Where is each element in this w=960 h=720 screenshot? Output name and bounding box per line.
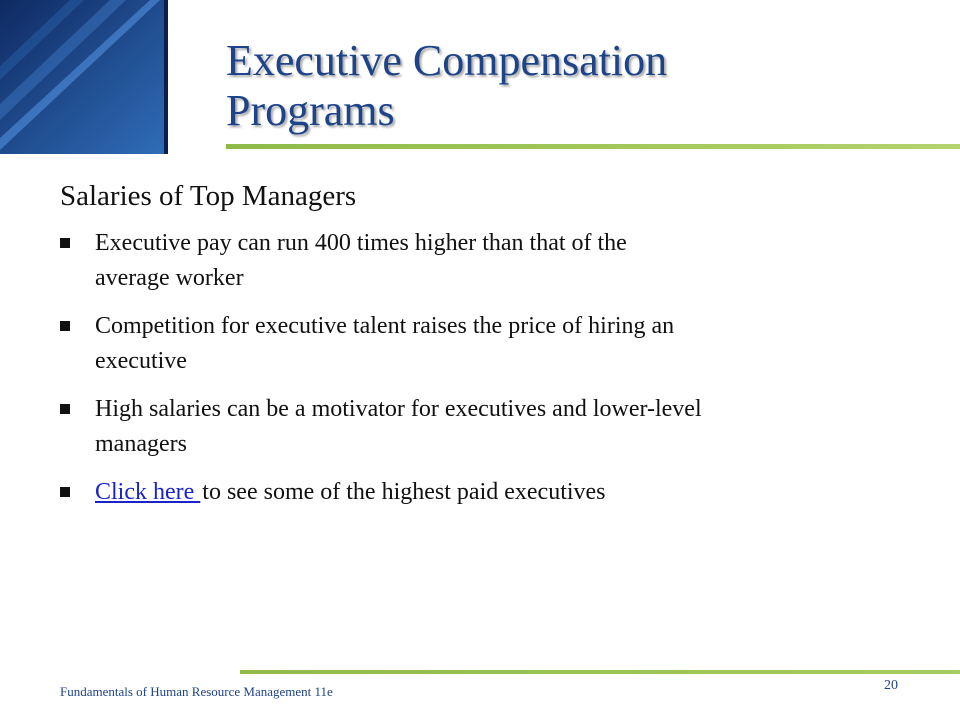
square-bullet-icon [60, 238, 70, 248]
bullet-line-2: managers [95, 431, 187, 457]
corner-panel [0, 0, 166, 154]
page-number: 20 [884, 678, 898, 693]
title-line-1: Executive Compensation [226, 36, 668, 85]
footer-text: Fundamentals of Human Resource Management 11e [60, 684, 333, 699]
bullet-item-high-salaries [60, 392, 930, 462]
corner-decoration [0, 0, 222, 154]
bullet-line-2: average worker [95, 265, 244, 291]
title-line-2: Programs [226, 86, 395, 135]
bullet-list [60, 226, 930, 523]
content-heading: Salaries of Top Managers [60, 180, 357, 212]
bullet-line-1: High salaries can be a motivator for executives and lower-level [95, 396, 702, 422]
slide-title [226, 36, 926, 136]
bullet-line-2: executive [95, 348, 187, 374]
bullet-line-1: Competition for executive talent raises the price of hiring an [95, 313, 675, 339]
footer-rule [240, 670, 960, 674]
bullet-item-executive-pay [60, 226, 930, 296]
title-underline [226, 144, 960, 149]
square-bullet-icon [60, 487, 70, 497]
click-here-link[interactable]: Click here [95, 479, 201, 505]
bullet-item-click-here [60, 475, 930, 510]
square-bullet-icon [60, 404, 70, 414]
bullet-line-1: Executive pay can run 400 times higher than that of the [95, 230, 627, 256]
square-bullet-icon [60, 321, 70, 331]
corner-edge [164, 0, 168, 154]
link-trailing-text: to see some of the highest paid executives [202, 479, 606, 505]
bullet-item-competition [60, 309, 930, 379]
